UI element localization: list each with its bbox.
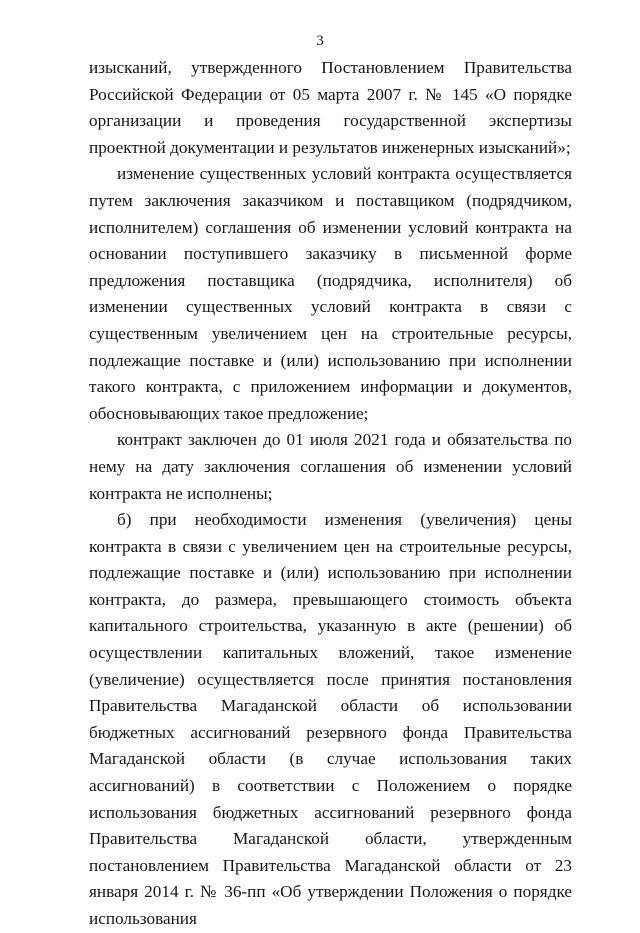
page-number: 3 [316, 33, 324, 49]
paragraph-continuation: изысканий, утвержденного Постановлением Правительства Российской Федерации от 05 марта 2007 г. № 145 «О порядке организации и проведения государственной экспертизы проектной документации и результатов инженерных изысканий»; [89, 58, 572, 157]
paragraph-contract-date-condition: контракт заключен до 01 июля 2021 года и обязательства по нему на дату заключения соглашения об изменении условий контракта не исполнены; [89, 430, 572, 503]
paragraph-item-b: б) при необходимости изменения (увеличения) цены контракта в связи с увеличением цен на строительные ресурсы, подлежащие поставке и (или) использованию при исполнении контракта, до размера, превышающего стоимость объекта капитального строительства, указанную в акте (решении) об осуществлении капитальных вложений, такое изменение (увеличение) осуществляется после принятия постановления Правительства Магаданской области об использовании бюджетных ассигнований резервного фонда Правительства Магаданской области (в случае использования таких ассигнований) в соответствии с Положением о порядке использования бюджетных ассигнований резервного фонда Правительства Магаданской области, утвержденным постановлением Правительства Магаданской области от 23 января 2014 г. № 36-пп «Об утверждении Положения о порядке использования [89, 510, 572, 928]
document-body [89, 55, 572, 933]
paragraph-contract-change-procedure: изменение существенных условий контракта осуществляется путем заключения заказчиком и поставщиком (подрядчиком, исполнителем) соглашения об изменении условий контракта на основании поступившего заказчику в письменной форме предложения поставщика (подрядчика, исполнителя) об изменении существенных условий контракта в связи с существенным увеличением цен на строительные ресурсы, подлежащие поставке и (или) использованию при исполнении такого контракта, с приложением информации и документов, обосновывающих такое предложение; [89, 164, 572, 423]
